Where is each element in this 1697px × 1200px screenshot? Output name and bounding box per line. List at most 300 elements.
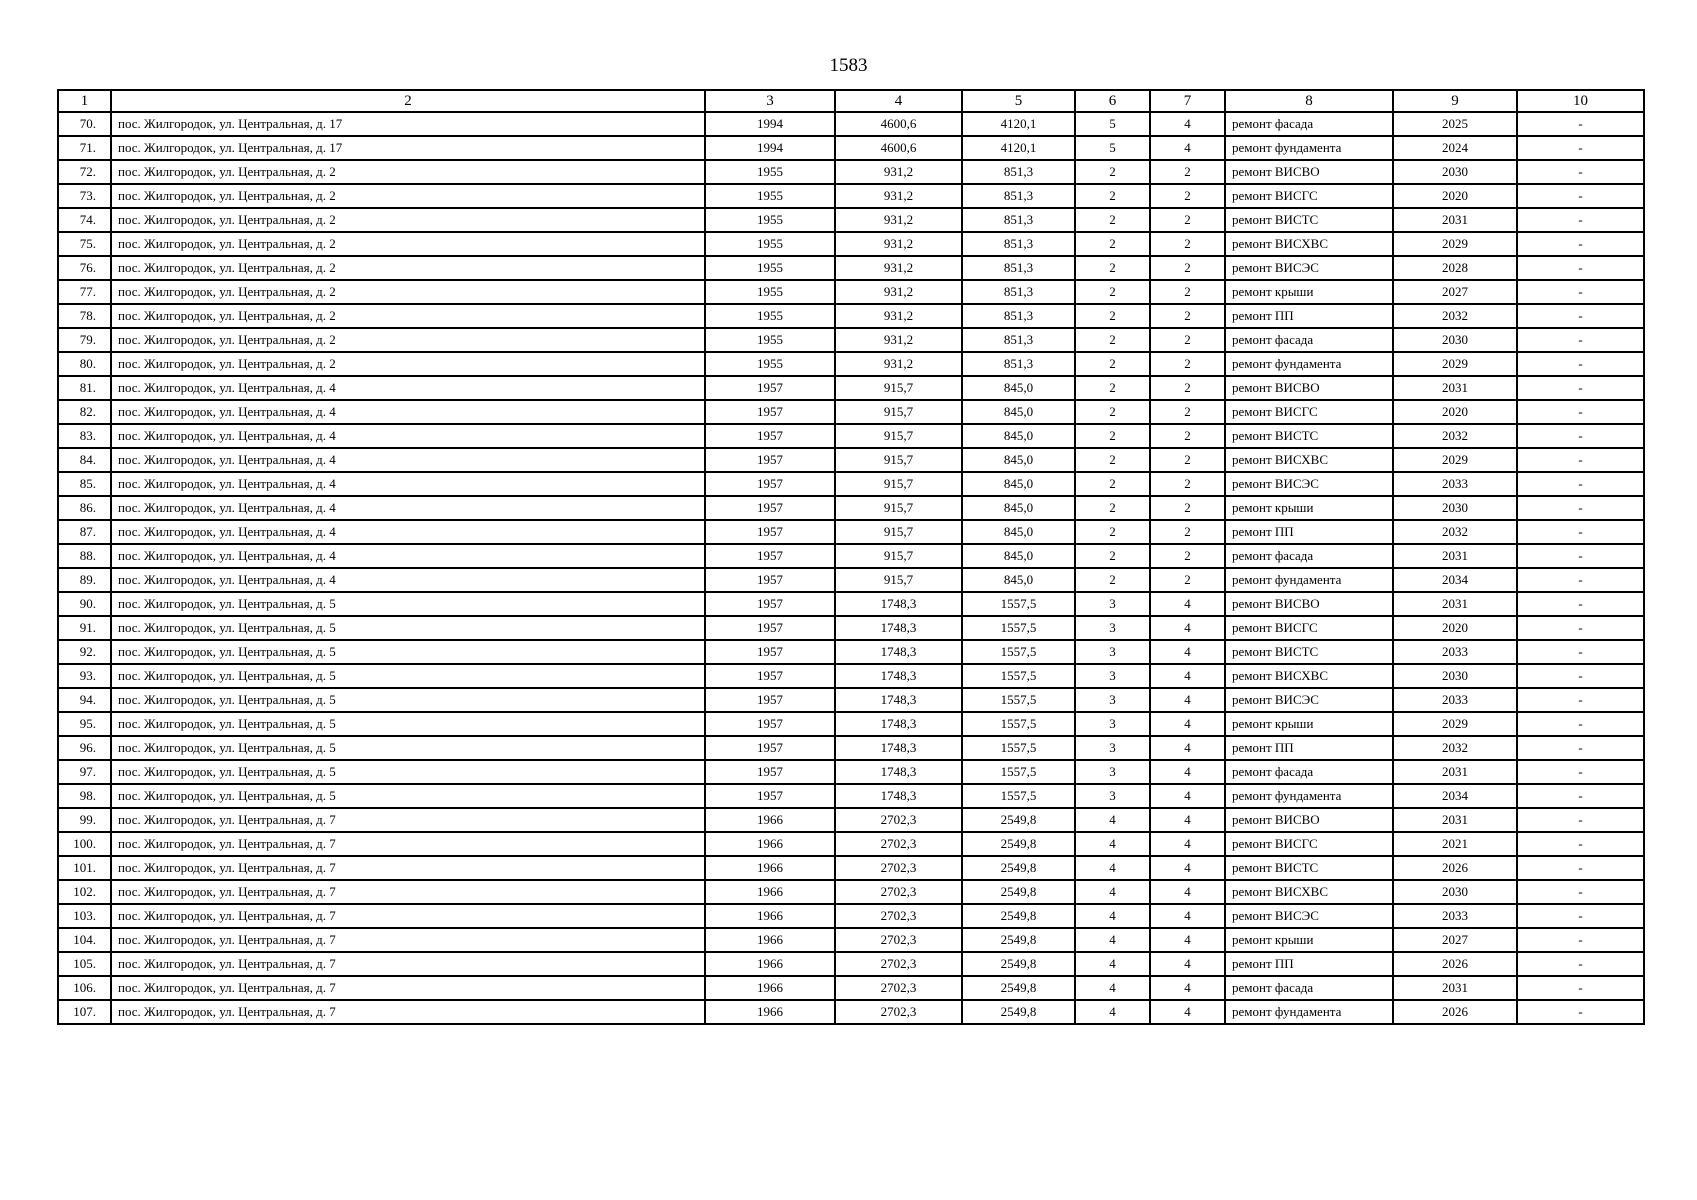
cell-floors: 4 bbox=[1075, 856, 1150, 880]
cell-work-type: ремонт фасада bbox=[1225, 112, 1393, 136]
cell-address: пос. Жилгородок, ул. Центральная, д. 2 bbox=[111, 160, 705, 184]
cell-row-number: 71. bbox=[58, 136, 111, 160]
cell-work-type: ремонт ВИСГС bbox=[1225, 832, 1393, 856]
cell-entrances: 2 bbox=[1150, 400, 1225, 424]
cell-address: пос. Жилгородок, ул. Центральная, д. 4 bbox=[111, 376, 705, 400]
cell-planned-year: 2020 bbox=[1393, 184, 1517, 208]
cell-entrances: 2 bbox=[1150, 376, 1225, 400]
cell-year-built: 1966 bbox=[705, 808, 835, 832]
table-row bbox=[58, 616, 1644, 640]
cell-floors: 3 bbox=[1075, 736, 1150, 760]
cell-work-type: ремонт ВИСТС bbox=[1225, 208, 1393, 232]
cell-year-built: 1957 bbox=[705, 520, 835, 544]
cell-note: - bbox=[1517, 448, 1644, 472]
cell-year-built: 1957 bbox=[705, 760, 835, 784]
cell-year-built: 1994 bbox=[705, 112, 835, 136]
cell-address: пос. Жилгородок, ул. Центральная, д. 5 bbox=[111, 640, 705, 664]
cell-total-area: 1748,3 bbox=[835, 688, 962, 712]
cell-note: - bbox=[1517, 736, 1644, 760]
cell-note: - bbox=[1517, 400, 1644, 424]
cell-row-number: 87. bbox=[58, 520, 111, 544]
cell-planned-year: 2027 bbox=[1393, 928, 1517, 952]
table-row bbox=[58, 784, 1644, 808]
cell-address: пос. Жилгородок, ул. Центральная, д. 17 bbox=[111, 136, 705, 160]
cell-note: - bbox=[1517, 952, 1644, 976]
cell-address: пос. Жилгородок, ул. Центральная, д. 4 bbox=[111, 472, 705, 496]
cell-address: пос. Жилгородок, ул. Центральная, д. 2 bbox=[111, 328, 705, 352]
cell-living-area: 845,0 bbox=[962, 568, 1075, 592]
cell-year-built: 1955 bbox=[705, 328, 835, 352]
cell-living-area: 851,3 bbox=[962, 328, 1075, 352]
cell-work-type: ремонт ВИСЭС bbox=[1225, 688, 1393, 712]
cell-entrances: 2 bbox=[1150, 160, 1225, 184]
cell-total-area: 931,2 bbox=[835, 256, 962, 280]
table-row bbox=[58, 136, 1644, 160]
cell-work-type: ремонт ВИСВО bbox=[1225, 376, 1393, 400]
cell-total-area: 1748,3 bbox=[835, 736, 962, 760]
cell-work-type: ремонт ВИСЭС bbox=[1225, 472, 1393, 496]
cell-year-built: 1966 bbox=[705, 904, 835, 928]
cell-row-number: 101. bbox=[58, 856, 111, 880]
cell-planned-year: 2034 bbox=[1393, 568, 1517, 592]
cell-floors: 4 bbox=[1075, 928, 1150, 952]
cell-living-area: 4120,1 bbox=[962, 136, 1075, 160]
cell-living-area: 851,3 bbox=[962, 280, 1075, 304]
cell-work-type: ремонт крыши bbox=[1225, 280, 1393, 304]
cell-entrances: 4 bbox=[1150, 616, 1225, 640]
cell-living-area: 845,0 bbox=[962, 496, 1075, 520]
cell-living-area: 845,0 bbox=[962, 448, 1075, 472]
cell-floors: 2 bbox=[1075, 424, 1150, 448]
cell-planned-year: 2030 bbox=[1393, 664, 1517, 688]
column-header-work-type: 8 bbox=[1225, 90, 1393, 112]
cell-work-type: ремонт ВИСХВС bbox=[1225, 880, 1393, 904]
cell-floors: 2 bbox=[1075, 304, 1150, 328]
cell-row-number: 80. bbox=[58, 352, 111, 376]
cell-entrances: 2 bbox=[1150, 568, 1225, 592]
cell-note: - bbox=[1517, 568, 1644, 592]
cell-work-type: ремонт фасада bbox=[1225, 976, 1393, 1000]
cell-year-built: 1955 bbox=[705, 304, 835, 328]
cell-floors: 5 bbox=[1075, 136, 1150, 160]
cell-note: - bbox=[1517, 424, 1644, 448]
cell-total-area: 915,7 bbox=[835, 400, 962, 424]
cell-floors: 3 bbox=[1075, 592, 1150, 616]
cell-planned-year: 2020 bbox=[1393, 400, 1517, 424]
cell-work-type: ремонт ВИСГС bbox=[1225, 400, 1393, 424]
cell-row-number: 75. bbox=[58, 232, 111, 256]
cell-floors: 2 bbox=[1075, 328, 1150, 352]
cell-address: пос. Жилгородок, ул. Центральная, д. 7 bbox=[111, 976, 705, 1000]
cell-floors: 2 bbox=[1075, 496, 1150, 520]
cell-work-type: ремонт ПП bbox=[1225, 952, 1393, 976]
cell-row-number: 100. bbox=[58, 832, 111, 856]
cell-note: - bbox=[1517, 976, 1644, 1000]
cell-year-built: 1955 bbox=[705, 256, 835, 280]
cell-floors: 4 bbox=[1075, 976, 1150, 1000]
cell-entrances: 2 bbox=[1150, 448, 1225, 472]
cell-entrances: 2 bbox=[1150, 472, 1225, 496]
cell-year-built: 1957 bbox=[705, 688, 835, 712]
cell-work-type: ремонт крыши bbox=[1225, 496, 1393, 520]
cell-entrances: 4 bbox=[1150, 760, 1225, 784]
cell-note: - bbox=[1517, 928, 1644, 952]
table-row bbox=[58, 424, 1644, 448]
cell-row-number: 95. bbox=[58, 712, 111, 736]
cell-floors: 3 bbox=[1075, 712, 1150, 736]
cell-row-number: 98. bbox=[58, 784, 111, 808]
cell-year-built: 1955 bbox=[705, 280, 835, 304]
cell-note: - bbox=[1517, 352, 1644, 376]
cell-year-built: 1955 bbox=[705, 208, 835, 232]
cell-total-area: 931,2 bbox=[835, 280, 962, 304]
cell-total-area: 931,2 bbox=[835, 352, 962, 376]
cell-total-area: 1748,3 bbox=[835, 592, 962, 616]
cell-address: пос. Жилгородок, ул. Центральная, д. 5 bbox=[111, 784, 705, 808]
cell-planned-year: 2026 bbox=[1393, 856, 1517, 880]
table-row bbox=[58, 544, 1644, 568]
cell-year-built: 1966 bbox=[705, 952, 835, 976]
cell-year-built: 1966 bbox=[705, 976, 835, 1000]
cell-entrances: 4 bbox=[1150, 808, 1225, 832]
cell-work-type: ремонт фасада bbox=[1225, 328, 1393, 352]
cell-entrances: 4 bbox=[1150, 664, 1225, 688]
cell-planned-year: 2031 bbox=[1393, 544, 1517, 568]
cell-address: пос. Жилгородок, ул. Центральная, д. 4 bbox=[111, 400, 705, 424]
cell-total-area: 931,2 bbox=[835, 184, 962, 208]
cell-planned-year: 2025 bbox=[1393, 112, 1517, 136]
cell-note: - bbox=[1517, 136, 1644, 160]
cell-planned-year: 2032 bbox=[1393, 304, 1517, 328]
cell-floors: 2 bbox=[1075, 208, 1150, 232]
cell-living-area: 2549,8 bbox=[962, 880, 1075, 904]
column-header-living-area: 5 bbox=[962, 90, 1075, 112]
cell-total-area: 931,2 bbox=[835, 160, 962, 184]
cell-total-area: 1748,3 bbox=[835, 640, 962, 664]
cell-entrances: 2 bbox=[1150, 184, 1225, 208]
cell-living-area: 2549,8 bbox=[962, 808, 1075, 832]
cell-note: - bbox=[1517, 520, 1644, 544]
cell-note: - bbox=[1517, 1000, 1644, 1024]
cell-planned-year: 2029 bbox=[1393, 712, 1517, 736]
cell-entrances: 2 bbox=[1150, 280, 1225, 304]
table-row bbox=[58, 712, 1644, 736]
cell-entrances: 2 bbox=[1150, 496, 1225, 520]
cell-year-built: 1957 bbox=[705, 376, 835, 400]
cell-planned-year: 2024 bbox=[1393, 136, 1517, 160]
cell-entrances: 2 bbox=[1150, 304, 1225, 328]
cell-living-area: 845,0 bbox=[962, 472, 1075, 496]
table-row bbox=[58, 400, 1644, 424]
cell-entrances: 4 bbox=[1150, 640, 1225, 664]
cell-work-type: ремонт ВИСЭС bbox=[1225, 904, 1393, 928]
cell-work-type: ремонт ВИСВО bbox=[1225, 160, 1393, 184]
cell-entrances: 2 bbox=[1150, 544, 1225, 568]
cell-entrances: 4 bbox=[1150, 832, 1225, 856]
cell-entrances: 4 bbox=[1150, 928, 1225, 952]
cell-planned-year: 2020 bbox=[1393, 616, 1517, 640]
cell-total-area: 4600,6 bbox=[835, 112, 962, 136]
cell-work-type: ремонт ВИСЭС bbox=[1225, 256, 1393, 280]
cell-total-area: 2702,3 bbox=[835, 1000, 962, 1024]
cell-row-number: 72. bbox=[58, 160, 111, 184]
cell-row-number: 86. bbox=[58, 496, 111, 520]
cell-year-built: 1966 bbox=[705, 880, 835, 904]
cell-floors: 3 bbox=[1075, 664, 1150, 688]
cell-row-number: 74. bbox=[58, 208, 111, 232]
cell-note: - bbox=[1517, 640, 1644, 664]
cell-entrances: 4 bbox=[1150, 136, 1225, 160]
cell-living-area: 2549,8 bbox=[962, 1000, 1075, 1024]
cell-note: - bbox=[1517, 160, 1644, 184]
cell-row-number: 90. bbox=[58, 592, 111, 616]
cell-year-built: 1994 bbox=[705, 136, 835, 160]
table-row bbox=[58, 112, 1644, 136]
cell-planned-year: 2028 bbox=[1393, 256, 1517, 280]
cell-entrances: 4 bbox=[1150, 856, 1225, 880]
cell-row-number: 70. bbox=[58, 112, 111, 136]
table-row bbox=[58, 928, 1644, 952]
cell-work-type: ремонт ВИСГС bbox=[1225, 616, 1393, 640]
cell-work-type: ремонт фасада bbox=[1225, 760, 1393, 784]
cell-work-type: ремонт ПП bbox=[1225, 304, 1393, 328]
column-header-row-number: 1 bbox=[58, 90, 111, 112]
cell-planned-year: 2021 bbox=[1393, 832, 1517, 856]
table-row bbox=[58, 736, 1644, 760]
cell-total-area: 931,2 bbox=[835, 208, 962, 232]
cell-year-built: 1957 bbox=[705, 616, 835, 640]
cell-row-number: 105. bbox=[58, 952, 111, 976]
cell-planned-year: 2032 bbox=[1393, 520, 1517, 544]
cell-planned-year: 2033 bbox=[1393, 904, 1517, 928]
cell-floors: 4 bbox=[1075, 832, 1150, 856]
cell-address: пос. Жилгородок, ул. Центральная, д. 7 bbox=[111, 904, 705, 928]
cell-planned-year: 2033 bbox=[1393, 688, 1517, 712]
column-header-year-built: 3 bbox=[705, 90, 835, 112]
cell-floors: 2 bbox=[1075, 400, 1150, 424]
cell-planned-year: 2034 bbox=[1393, 784, 1517, 808]
cell-address: пос. Жилгородок, ул. Центральная, д. 2 bbox=[111, 232, 705, 256]
cell-work-type: ремонт фундамента bbox=[1225, 568, 1393, 592]
cell-living-area: 851,3 bbox=[962, 160, 1075, 184]
cell-work-type: ремонт ВИСХВС bbox=[1225, 448, 1393, 472]
table-row bbox=[58, 448, 1644, 472]
cell-address: пос. Жилгородок, ул. Центральная, д. 17 bbox=[111, 112, 705, 136]
cell-work-type: ремонт ВИСТС bbox=[1225, 856, 1393, 880]
cell-note: - bbox=[1517, 376, 1644, 400]
cell-note: - bbox=[1517, 760, 1644, 784]
cell-floors: 3 bbox=[1075, 640, 1150, 664]
cell-work-type: ремонт фундамента bbox=[1225, 352, 1393, 376]
cell-address: пос. Жилгородок, ул. Центральная, д. 5 bbox=[111, 592, 705, 616]
cell-note: - bbox=[1517, 880, 1644, 904]
cell-address: пос. Жилгородок, ул. Центральная, д. 2 bbox=[111, 304, 705, 328]
cell-year-built: 1955 bbox=[705, 232, 835, 256]
table-row bbox=[58, 568, 1644, 592]
cell-note: - bbox=[1517, 280, 1644, 304]
cell-entrances: 2 bbox=[1150, 352, 1225, 376]
cell-address: пос. Жилгородок, ул. Центральная, д. 5 bbox=[111, 616, 705, 640]
table-row bbox=[58, 688, 1644, 712]
cell-planned-year: 2031 bbox=[1393, 808, 1517, 832]
cell-floors: 2 bbox=[1075, 472, 1150, 496]
cell-total-area: 2702,3 bbox=[835, 952, 962, 976]
cell-note: - bbox=[1517, 328, 1644, 352]
cell-address: пос. Жилгородок, ул. Центральная, д. 4 bbox=[111, 448, 705, 472]
cell-total-area: 1748,3 bbox=[835, 712, 962, 736]
cell-row-number: 83. bbox=[58, 424, 111, 448]
cell-row-number: 103. bbox=[58, 904, 111, 928]
cell-year-built: 1966 bbox=[705, 1000, 835, 1024]
cell-living-area: 851,3 bbox=[962, 208, 1075, 232]
cell-row-number: 78. bbox=[58, 304, 111, 328]
cell-note: - bbox=[1517, 664, 1644, 688]
cell-planned-year: 2032 bbox=[1393, 424, 1517, 448]
cell-year-built: 1966 bbox=[705, 928, 835, 952]
cell-entrances: 2 bbox=[1150, 520, 1225, 544]
cell-living-area: 4120,1 bbox=[962, 112, 1075, 136]
table-row bbox=[58, 952, 1644, 976]
repair-schedule-table bbox=[57, 89, 1645, 1025]
cell-total-area: 915,7 bbox=[835, 376, 962, 400]
cell-row-number: 92. bbox=[58, 640, 111, 664]
table-row bbox=[58, 208, 1644, 232]
cell-note: - bbox=[1517, 256, 1644, 280]
cell-planned-year: 2026 bbox=[1393, 1000, 1517, 1024]
cell-row-number: 81. bbox=[58, 376, 111, 400]
table-row bbox=[58, 304, 1644, 328]
cell-living-area: 851,3 bbox=[962, 184, 1075, 208]
table-row bbox=[58, 640, 1644, 664]
cell-row-number: 84. bbox=[58, 448, 111, 472]
cell-living-area: 2549,8 bbox=[962, 856, 1075, 880]
cell-living-area: 1557,5 bbox=[962, 784, 1075, 808]
cell-year-built: 1957 bbox=[705, 592, 835, 616]
cell-address: пос. Жилгородок, ул. Центральная, д. 2 bbox=[111, 184, 705, 208]
cell-planned-year: 2031 bbox=[1393, 976, 1517, 1000]
cell-address: пос. Жилгородок, ул. Центральная, д. 7 bbox=[111, 952, 705, 976]
cell-year-built: 1957 bbox=[705, 472, 835, 496]
cell-living-area: 2549,8 bbox=[962, 952, 1075, 976]
cell-year-built: 1957 bbox=[705, 544, 835, 568]
table-row bbox=[58, 352, 1644, 376]
cell-total-area: 915,7 bbox=[835, 472, 962, 496]
cell-living-area: 1557,5 bbox=[962, 592, 1075, 616]
cell-total-area: 2702,3 bbox=[835, 928, 962, 952]
cell-entrances: 2 bbox=[1150, 424, 1225, 448]
cell-living-area: 851,3 bbox=[962, 304, 1075, 328]
cell-entrances: 4 bbox=[1150, 736, 1225, 760]
cell-floors: 2 bbox=[1075, 256, 1150, 280]
cell-row-number: 73. bbox=[58, 184, 111, 208]
cell-entrances: 4 bbox=[1150, 688, 1225, 712]
cell-entrances: 2 bbox=[1150, 208, 1225, 232]
cell-floors: 2 bbox=[1075, 376, 1150, 400]
cell-note: - bbox=[1517, 112, 1644, 136]
cell-entrances: 4 bbox=[1150, 976, 1225, 1000]
cell-year-built: 1957 bbox=[705, 424, 835, 448]
cell-total-area: 2702,3 bbox=[835, 832, 962, 856]
cell-living-area: 1557,5 bbox=[962, 664, 1075, 688]
cell-note: - bbox=[1517, 856, 1644, 880]
cell-floors: 3 bbox=[1075, 760, 1150, 784]
cell-planned-year: 2030 bbox=[1393, 880, 1517, 904]
cell-row-number: 93. bbox=[58, 664, 111, 688]
cell-planned-year: 2027 bbox=[1393, 280, 1517, 304]
cell-floors: 2 bbox=[1075, 160, 1150, 184]
cell-year-built: 1957 bbox=[705, 784, 835, 808]
cell-living-area: 1557,5 bbox=[962, 640, 1075, 664]
cell-floors: 3 bbox=[1075, 688, 1150, 712]
cell-planned-year: 2031 bbox=[1393, 376, 1517, 400]
cell-work-type: ремонт ВИСВО bbox=[1225, 592, 1393, 616]
cell-address: пос. Жилгородок, ул. Центральная, д. 4 bbox=[111, 520, 705, 544]
cell-note: - bbox=[1517, 904, 1644, 928]
cell-planned-year: 2032 bbox=[1393, 736, 1517, 760]
cell-note: - bbox=[1517, 232, 1644, 256]
table-row bbox=[58, 472, 1644, 496]
cell-living-area: 2549,8 bbox=[962, 832, 1075, 856]
cell-entrances: 4 bbox=[1150, 952, 1225, 976]
table-row bbox=[58, 1000, 1644, 1024]
cell-row-number: 97. bbox=[58, 760, 111, 784]
cell-floors: 4 bbox=[1075, 904, 1150, 928]
table-row bbox=[58, 496, 1644, 520]
cell-floors: 2 bbox=[1075, 280, 1150, 304]
cell-work-type: ремонт фундамента bbox=[1225, 136, 1393, 160]
column-header-floors: 6 bbox=[1075, 90, 1150, 112]
table-row bbox=[58, 808, 1644, 832]
cell-total-area: 2702,3 bbox=[835, 976, 962, 1000]
cell-year-built: 1957 bbox=[705, 448, 835, 472]
cell-planned-year: 2033 bbox=[1393, 640, 1517, 664]
cell-row-number: 82. bbox=[58, 400, 111, 424]
cell-planned-year: 2030 bbox=[1393, 328, 1517, 352]
cell-work-type: ремонт ПП bbox=[1225, 736, 1393, 760]
cell-entrances: 2 bbox=[1150, 328, 1225, 352]
cell-entrances: 4 bbox=[1150, 1000, 1225, 1024]
cell-living-area: 845,0 bbox=[962, 400, 1075, 424]
cell-living-area: 1557,5 bbox=[962, 736, 1075, 760]
cell-work-type: ремонт ПП bbox=[1225, 520, 1393, 544]
cell-total-area: 1748,3 bbox=[835, 616, 962, 640]
cell-year-built: 1957 bbox=[705, 736, 835, 760]
cell-living-area: 845,0 bbox=[962, 520, 1075, 544]
cell-total-area: 2702,3 bbox=[835, 808, 962, 832]
column-header-note: 10 bbox=[1517, 90, 1644, 112]
cell-address: пос. Жилгородок, ул. Центральная, д. 4 bbox=[111, 424, 705, 448]
cell-total-area: 915,7 bbox=[835, 424, 962, 448]
cell-planned-year: 2030 bbox=[1393, 160, 1517, 184]
cell-entrances: 4 bbox=[1150, 880, 1225, 904]
cell-year-built: 1957 bbox=[705, 496, 835, 520]
cell-work-type: ремонт крыши bbox=[1225, 928, 1393, 952]
table-row bbox=[58, 904, 1644, 928]
cell-row-number: 102. bbox=[58, 880, 111, 904]
cell-total-area: 2702,3 bbox=[835, 856, 962, 880]
cell-row-number: 91. bbox=[58, 616, 111, 640]
cell-note: - bbox=[1517, 304, 1644, 328]
cell-floors: 2 bbox=[1075, 520, 1150, 544]
cell-note: - bbox=[1517, 688, 1644, 712]
cell-year-built: 1957 bbox=[705, 712, 835, 736]
cell-total-area: 931,2 bbox=[835, 232, 962, 256]
cell-planned-year: 2031 bbox=[1393, 592, 1517, 616]
cell-total-area: 931,2 bbox=[835, 304, 962, 328]
table-row bbox=[58, 232, 1644, 256]
cell-planned-year: 2031 bbox=[1393, 760, 1517, 784]
table-row bbox=[58, 184, 1644, 208]
